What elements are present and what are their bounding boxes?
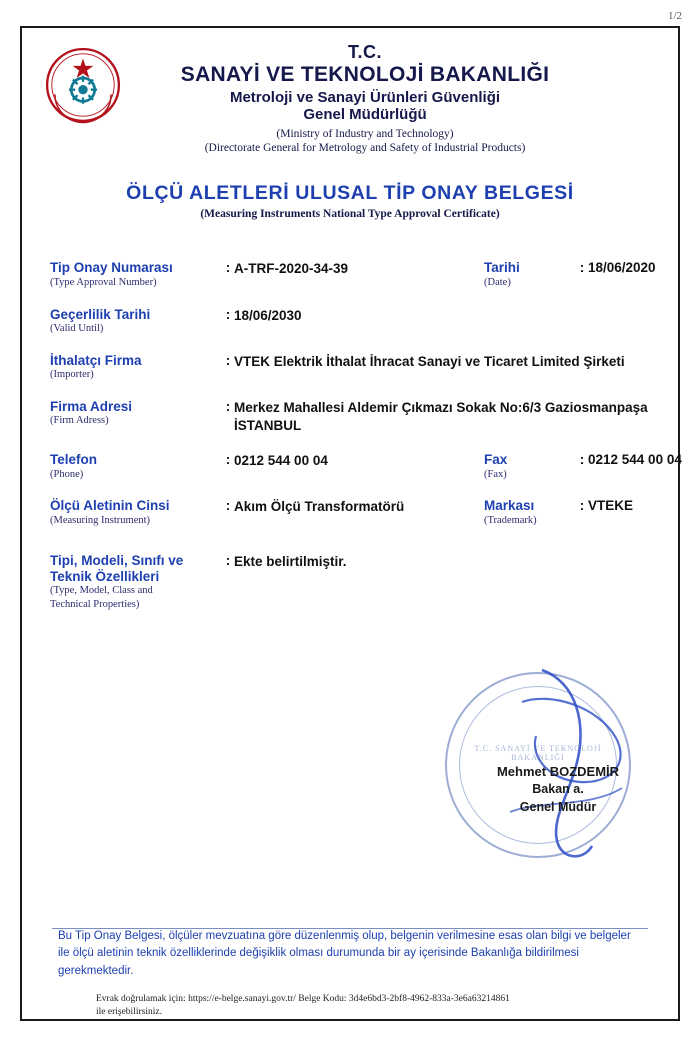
label-valid-until [50, 307, 222, 336]
certificate-title-block [50, 182, 650, 220]
verification-line-2: ile erişebilirsiniz. [96, 1007, 162, 1018]
label-en: (Type Approval Number) [50, 276, 157, 288]
label-tr: Ölçü Aletinin Cinsi [50, 498, 170, 514]
label-tr: Telefon [50, 452, 97, 468]
value-type-approval-number: A-TRF-2020-34-39 [234, 261, 349, 277]
label-trademark [484, 498, 576, 527]
value-type-model: Ekte belirtilmiştir. [234, 554, 347, 570]
label-tr: Geçerlilik Tarihi [50, 306, 151, 322]
department-line-2: Genel Müdürlüğü [303, 106, 427, 124]
label-date [484, 260, 576, 289]
page-number: 1/2 [667, 10, 682, 22]
document-header [50, 42, 650, 156]
label-measuring-instrument [50, 498, 222, 527]
signatory-role-line-1: Bakan a. [532, 781, 584, 796]
label-en-line-1: (Type, Model, Class and [50, 585, 153, 597]
department-line-1: Metroloji ve Sanayi Ürünleri Güvenliği [229, 89, 501, 107]
label-firm-address [50, 399, 222, 428]
verification-line-1: Evrak doğrulamak için: https://e-belge.sanayi.gov.tr/ Belge Kodu: 3d4e6bd3-2bf8-4962-833a-3e6a63214861 [96, 994, 510, 1005]
stamp-text: T.C. SANAYİ VE TEKNOLOJİ BAKANLIĞI [474, 743, 602, 762]
label-tr-line-1: Tipi, Modeli, Sınıfı ve [50, 553, 184, 569]
label-fax [484, 452, 576, 481]
field-row-type-approval-number [50, 260, 656, 289]
certificate-fields [50, 260, 682, 611]
label-type-model [50, 553, 222, 611]
ministry-name-english: (Ministry of Industry and Technology) [276, 127, 454, 140]
field-row-measuring-instrument [50, 498, 650, 527]
label-en-line-2: Technical Properties) [50, 599, 140, 611]
value-importer: VTEK Elektrik İthalat İhracat Sanayi ve Ticaret Limited Şirketi [234, 353, 625, 369]
value-fax: 0212 544 00 04 [588, 452, 682, 468]
colon-separator: : [579, 452, 585, 468]
field-row-phone-fax [50, 452, 682, 481]
label-tr-line-2: Teknik Özellikleri [50, 568, 160, 584]
label-en: (Trademark) [484, 514, 537, 526]
certificate-content [26, 32, 682, 1018]
verification-info [96, 993, 510, 1019]
value-measuring-instrument: Akım Ölçü Transformatörü [234, 499, 405, 515]
label-phone [50, 452, 222, 481]
value-trademark: VTEKE [588, 498, 634, 514]
colon-separator: : [225, 398, 231, 414]
label-tr: Tarihi [484, 260, 520, 276]
value-phone: 0212 544 00 04 [234, 453, 328, 469]
field-row-valid-until [50, 307, 650, 336]
value-valid-until: 18/06/2030 [234, 307, 302, 323]
label-en: (Phone) [50, 468, 84, 480]
label-en: (Valid Until) [50, 323, 104, 335]
colon-separator: : [225, 553, 231, 569]
colon-separator: : [225, 260, 231, 276]
colon-separator: : [225, 452, 231, 468]
signatory-name: Mehmet BOZDEMİR [496, 763, 620, 779]
turkey-state-emblem-icon [44, 46, 122, 124]
department-name-english: (Directorate General for Metrology and Safety of Industrial Products) [204, 142, 526, 155]
certificate-title-english: (Measuring Instruments National Type Approval Certificate) [200, 208, 500, 221]
footer-note-text: Bu Tip Onay Belgesi, ölçüler mevzuatına göre düzenlenmiş olup, belgenin verilmesine esas olan bilgi ve belgeler ile ölçü aletinin teknik özelliklerinde değişiklik olması durumunda bir ay içerisinde Bakanlığa bildirilmesi gerekmektedir. [58, 929, 631, 978]
label-tr: Fax [484, 452, 508, 468]
ministry-name: SANAYİ VE TEKNOLOJİ BAKANLIĞI [180, 63, 550, 86]
label-en: (Fax) [484, 468, 507, 480]
colon-separator: : [225, 498, 231, 514]
label-en: (Importer) [50, 369, 94, 381]
value-date: 18/06/2020 [588, 260, 656, 276]
footer-note [58, 928, 642, 1018]
label-en: (Firm Adress) [50, 415, 109, 427]
signatory-role-line-2: Genel Müdür [519, 799, 597, 814]
label-importer [50, 353, 222, 382]
colon-separator: : [579, 260, 585, 276]
signature-area [50, 672, 650, 882]
colon-separator: : [225, 352, 231, 368]
value-firm-address: Merkez Mahallesi Aldemir Çıkmazı Sokak No:6/3 Gaziosmanpaşa İSTANBUL [234, 399, 648, 433]
republic-abbreviation: T.C. [347, 42, 382, 62]
label-tr: İthalatçı Firma [50, 352, 142, 368]
certificate-title: ÖLÇÜ ALETLERİ ULUSAL TİP ONAY BELGESİ [126, 182, 574, 205]
field-row-type-model [50, 553, 650, 611]
label-en: (Measuring Instrument) [50, 514, 151, 526]
label-tr: Markası [484, 498, 535, 514]
field-row-importer [50, 353, 650, 382]
colon-separator: : [579, 498, 585, 514]
label-en: (Date) [484, 276, 511, 288]
field-row-firm-address [50, 399, 650, 435]
label-tr: Tip Onay Numarası [50, 260, 173, 276]
colon-separator: : [225, 306, 231, 322]
label-tr: Firma Adresi [50, 398, 133, 414]
label-type-approval-number [50, 260, 222, 289]
